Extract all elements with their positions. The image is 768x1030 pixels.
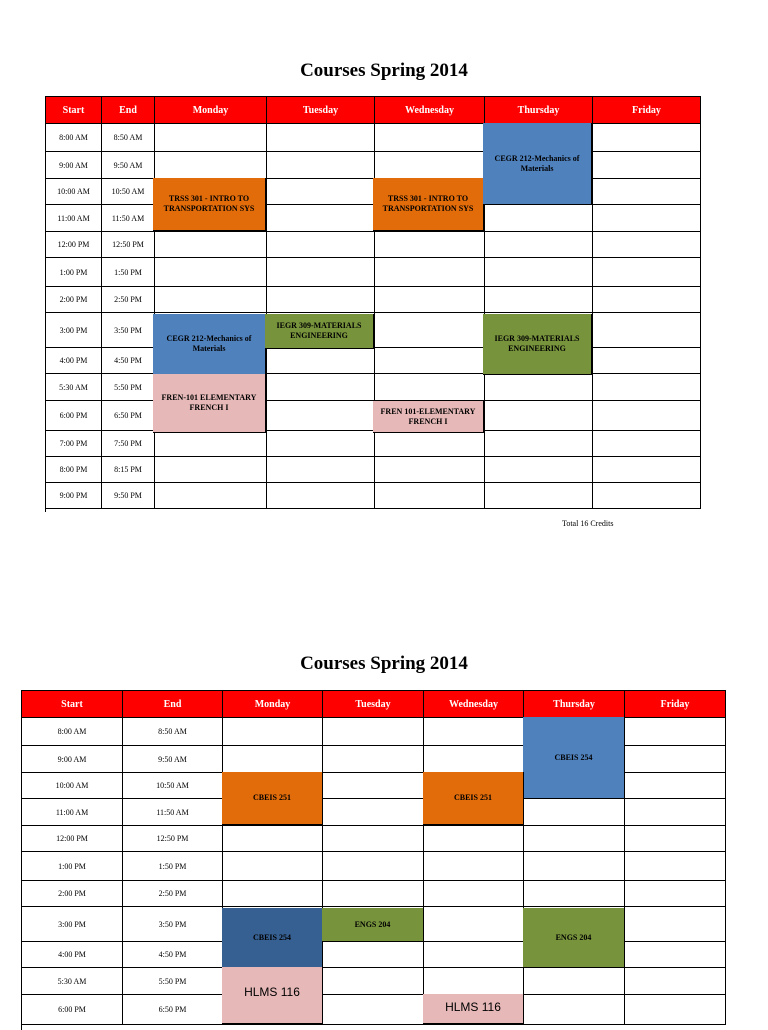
schedule-cell (223, 881, 323, 907)
schedule-cell (593, 483, 701, 509)
end-time-cell: 8:50 AM (102, 124, 155, 152)
start-time-cell: 4:00 PM (22, 942, 123, 968)
schedule-cell (524, 881, 625, 907)
start-time-cell: 5:30 AM (46, 374, 102, 401)
schedule-cell (323, 773, 424, 799)
header-monday: Monday (155, 97, 267, 124)
end-time-cell: 6:50 PM (102, 401, 155, 431)
schedule-cell (267, 457, 375, 483)
start-time-cell: 12:00 PM (22, 826, 123, 852)
schedule-cell (375, 258, 485, 287)
start-time-cell: 5:30 AM (22, 968, 123, 995)
schedule-1-table (45, 96, 701, 512)
schedule-cell (424, 907, 524, 942)
schedule-cell (625, 995, 726, 1025)
schedule-cell (267, 179, 375, 205)
header-thursday: Thursday (524, 691, 625, 718)
schedule-cell (485, 232, 593, 258)
schedule-cell (593, 205, 701, 232)
schedule-cell (375, 457, 485, 483)
schedule-cell (524, 995, 625, 1025)
schedule-cell (593, 124, 701, 152)
schedule-cell (625, 799, 726, 826)
schedule-cell (593, 232, 701, 258)
schedule-cell (375, 374, 485, 401)
header-end: End (123, 691, 223, 718)
schedule-cell (155, 287, 267, 313)
schedule-cell (267, 258, 375, 287)
start-time-cell: 9:00 AM (22, 746, 123, 773)
schedule-cell (155, 431, 267, 457)
schedule-cell (155, 232, 267, 258)
header-wednesday: Wednesday (375, 97, 485, 124)
start-time-cell: 11:00 AM (46, 205, 102, 232)
start-time-cell: 2:00 PM (46, 287, 102, 313)
schedule-cell (485, 431, 593, 457)
start-time-cell: 8:00 PM (46, 457, 102, 483)
schedule-cell (424, 718, 524, 746)
course-block-hlms116-wednesday: HLMS 116 (423, 994, 524, 1024)
schedule-cell (524, 799, 625, 826)
header-friday: Friday (625, 691, 726, 718)
schedule-1-title: Courses Spring 2014 (300, 60, 468, 81)
schedule-cell (485, 401, 593, 431)
schedule-cell (267, 374, 375, 401)
schedule-cell (323, 995, 424, 1025)
schedule-cell (323, 852, 424, 881)
end-time-cell: 2:50 PM (102, 287, 155, 313)
schedule-cell (424, 746, 524, 773)
start-time-cell: 6:00 PM (22, 995, 123, 1025)
schedule-cell (223, 746, 323, 773)
schedule-cell (323, 826, 424, 852)
schedule-cell (485, 258, 593, 287)
start-time-cell: 7:00 PM (46, 431, 102, 457)
schedule-cell (323, 799, 424, 826)
end-time-cell: 2:50 PM (123, 881, 223, 907)
schedule-cell (424, 881, 524, 907)
header-thursday: Thursday (485, 97, 593, 124)
schedule-cell (375, 431, 485, 457)
course-block-iegr309-tuesday: IEGR 309-MATERIALS ENGINEERING (265, 314, 374, 349)
header-start: Start (46, 97, 102, 124)
start-time-cell: 8:00 AM (22, 718, 123, 746)
course-block-fren101-wednesday: FREN 101-ELEMENTARY FRENCH I (373, 401, 484, 433)
schedule-cell (593, 258, 701, 287)
schedule-cell (323, 968, 424, 995)
end-time-cell: 4:50 PM (123, 942, 223, 968)
schedule-cell (375, 313, 485, 348)
course-block-cbeis254-thursday: CBEIS 254 (523, 717, 625, 799)
schedule-cell (223, 718, 323, 746)
schedule-cell (424, 942, 524, 968)
end-time-cell: 10:50 AM (123, 773, 223, 799)
schedule-cell (625, 942, 726, 968)
schedule-2-title: Courses Spring 2014 (300, 653, 468, 674)
schedule-cell (155, 258, 267, 287)
course-block-hlms116-monday: HLMS 116 (222, 967, 323, 1024)
total-credits-note: Total 16 Credits (562, 519, 614, 528)
schedule-cell (155, 152, 267, 179)
end-time-cell: 3:50 PM (123, 907, 223, 942)
schedule-cell (155, 483, 267, 509)
start-time-cell: 8:00 AM (46, 124, 102, 152)
course-block-cbeis254-monday: CBEIS 254 (222, 908, 323, 968)
schedule-cell (524, 968, 625, 995)
start-time-cell: 6:00 PM (46, 401, 102, 431)
schedule-cell (593, 431, 701, 457)
end-time-cell: 5:50 PM (123, 968, 223, 995)
schedule-cell (267, 287, 375, 313)
start-time-cell: 11:00 AM (22, 799, 123, 826)
schedule-cell (267, 152, 375, 179)
schedule-cell (625, 907, 726, 942)
schedule-cell (625, 773, 726, 799)
header-wednesday: Wednesday (424, 691, 524, 718)
schedule-cell (485, 205, 593, 232)
schedule-cell (593, 287, 701, 313)
start-time-cell: 4:00 PM (46, 348, 102, 374)
schedule-cell (424, 852, 524, 881)
schedule-cell (375, 124, 485, 152)
header-tuesday: Tuesday (323, 691, 424, 718)
schedule-cell (375, 232, 485, 258)
course-block-trss301-monday: TRSS 301 - INTRO TO TRANSPORTATION SYS (153, 178, 266, 231)
schedule-cell (625, 826, 726, 852)
schedule-cell (593, 457, 701, 483)
end-time-cell: 12:50 PM (102, 232, 155, 258)
schedule-cell (625, 718, 726, 746)
schedule-cell (593, 348, 701, 374)
start-time-cell: 3:00 PM (22, 907, 123, 942)
end-time-cell: 11:50 AM (102, 205, 155, 232)
schedule-cell (485, 374, 593, 401)
schedule-cell (323, 942, 424, 968)
schedule-cell (323, 718, 424, 746)
end-time-cell: 1:50 PM (102, 258, 155, 287)
start-time-cell: 12:00 PM (46, 232, 102, 258)
end-time-cell: 10:50 AM (102, 179, 155, 205)
end-time-cell: 5:50 PM (102, 374, 155, 401)
course-block-cegr212-thursday: CEGR 212-Mechanics of Materials (483, 123, 592, 205)
start-time-cell: 2:00 PM (22, 881, 123, 907)
schedule-cell (267, 205, 375, 232)
schedule-cell (593, 374, 701, 401)
schedule-cell (625, 746, 726, 773)
end-time-cell: 3:50 PM (102, 313, 155, 348)
schedule-cell (155, 124, 267, 152)
schedule-cell (223, 852, 323, 881)
schedule-cell (223, 826, 323, 852)
schedule-cell (424, 968, 524, 995)
course-block-trss301-wednesday: TRSS 301 - INTRO TO TRANSPORTATION SYS (373, 178, 484, 231)
start-time-cell: 9:00 AM (46, 152, 102, 179)
schedule-cell (267, 348, 375, 374)
end-time-cell: 6:50 PM (123, 995, 223, 1025)
end-time-cell: 9:50 AM (102, 152, 155, 179)
course-block-engs204-thursday: ENGS 204 (523, 908, 625, 968)
schedule-cell (267, 232, 375, 258)
schedule-cell (524, 826, 625, 852)
header-friday: Friday (593, 97, 701, 124)
end-time-cell: 12:50 PM (123, 826, 223, 852)
end-time-cell: 4:50 PM (102, 348, 155, 374)
end-time-cell: 9:50 PM (102, 483, 155, 509)
schedule-cell (485, 457, 593, 483)
start-time-cell: 10:00 AM (46, 179, 102, 205)
schedule-cell (375, 287, 485, 313)
schedule-cell (267, 124, 375, 152)
schedule-cell (625, 852, 726, 881)
start-time-cell: 10:00 AM (22, 773, 123, 799)
schedule-cell (485, 287, 593, 313)
header-start: Start (22, 691, 123, 718)
header-tuesday: Tuesday (267, 97, 375, 124)
course-block-cbeis251-wednesday: CBEIS 251 (423, 772, 524, 825)
start-time-cell: 3:00 PM (46, 313, 102, 348)
start-time-cell: 9:00 PM (46, 483, 102, 509)
end-time-cell: 8:50 AM (123, 718, 223, 746)
schedule-cell (625, 968, 726, 995)
course-block-cbeis251-monday: CBEIS 251 (222, 772, 323, 825)
schedule-cell (485, 483, 593, 509)
schedule-cell (524, 852, 625, 881)
course-block-fren101-monday: FREN-101 ELEMENTARY FRENCH I (153, 374, 266, 433)
schedule-cell (375, 152, 485, 179)
schedule-cell (375, 348, 485, 374)
header-end: End (102, 97, 155, 124)
schedule-cell (375, 483, 485, 509)
schedule-cell (323, 746, 424, 773)
end-time-cell: 11:50 AM (123, 799, 223, 826)
schedule-cell (323, 881, 424, 907)
end-time-cell: 7:50 PM (102, 431, 155, 457)
course-block-cegr212-monday: CEGR 212-Mechanics of Materials (153, 314, 266, 375)
header-monday: Monday (223, 691, 323, 718)
schedule-cell (593, 152, 701, 179)
start-time-cell: 1:00 PM (22, 852, 123, 881)
schedule-cell (593, 313, 701, 348)
end-time-cell: 1:50 PM (123, 852, 223, 881)
course-block-engs204-tuesday: ENGS 204 (322, 908, 424, 942)
schedule-cell (593, 179, 701, 205)
end-time-cell: 9:50 AM (123, 746, 223, 773)
course-block-iegr309-thursday: IEGR 309-MATERIALS ENGINEERING (483, 314, 592, 375)
schedule-cell (267, 483, 375, 509)
end-time-cell: 8:15 PM (102, 457, 155, 483)
start-time-cell: 1:00 PM (46, 258, 102, 287)
schedule-cell (267, 431, 375, 457)
schedule-cell (593, 401, 701, 431)
schedule-cell (155, 457, 267, 483)
schedule-cell (267, 401, 375, 431)
schedule-cell (625, 881, 726, 907)
schedule-cell (424, 826, 524, 852)
